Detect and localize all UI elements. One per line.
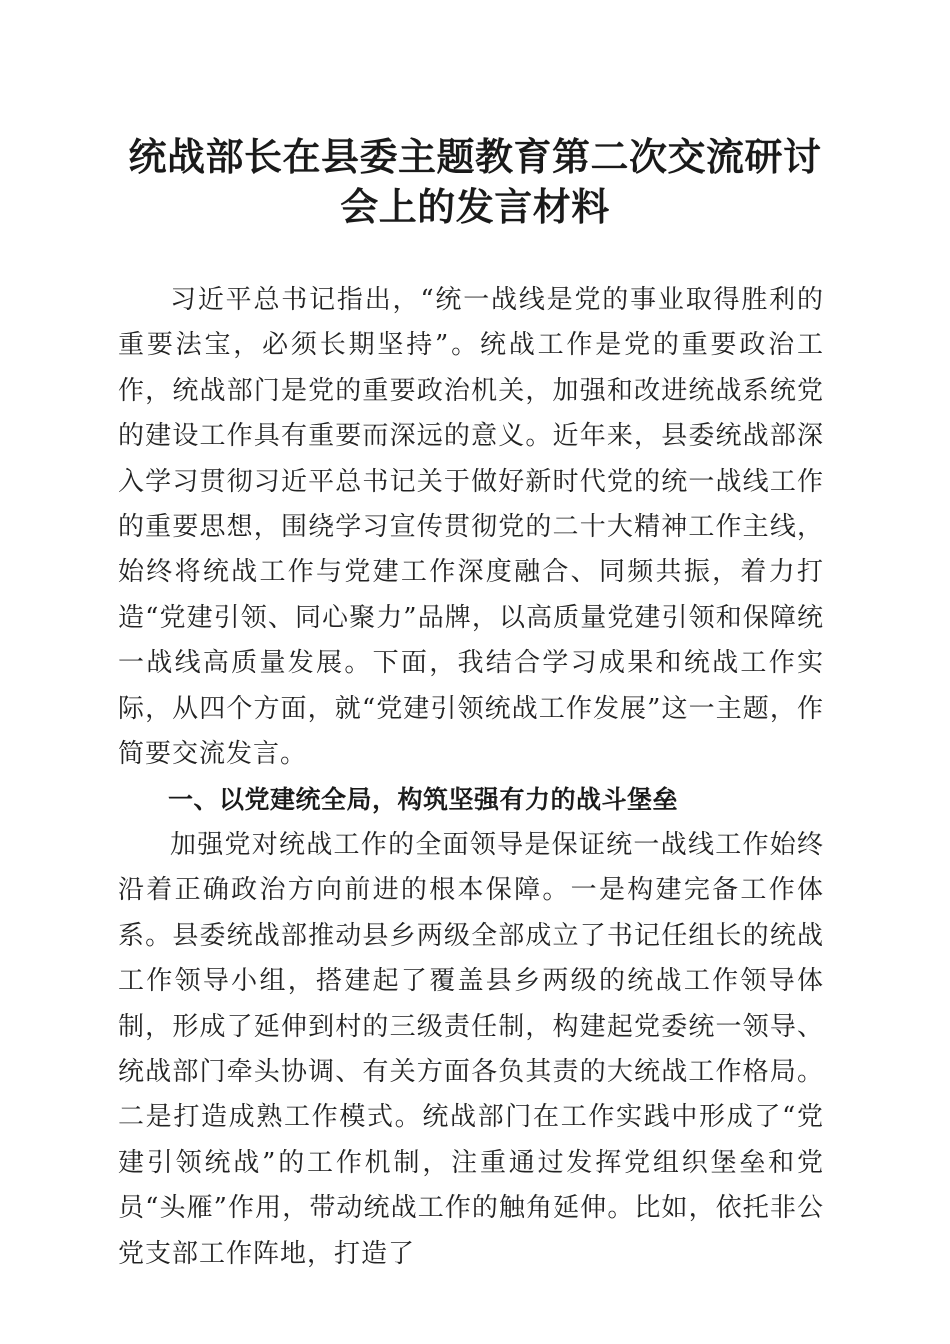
document-title: 统战部长在县委主题教育第二次交流研讨会上的发言材料 [128,134,822,229]
document-body [118,278,824,1277]
intro-paragraph: 习近平总书记指出，“统一战线是党的事业取得胜利的重要法宝，必须长期坚持”。统战工作是党的重要政治工作，统战部门是党的重要政治机关，加强和改进统战系统党的建设工作具有重要而深远的意义。近年来，县委统战部深入学习贯彻习近平总书记关于做好新时代党的统一战线工作的重要思想，围绕学习宣传贯彻党的二十大精神工作主线，始终将统战工作与党建工作深度融合、同频共振，着力打造“党建引领、同心聚力”品牌，以高质量党建引领和保障统一战线高质量发展。下面，我结合学习成果和统战工作实际，从四个方面，就“党建引领统战工作发展”这一主题，作简要交流发言。 [118,285,824,770]
section-heading-1: 一、以党建统全局，构筑坚强有力的战斗堡垒 [168,785,679,815]
section-1-paragraph: 加强党对统战工作的全面领导是保证统一战线工作始终沿着正确政治方向前进的根本保障。一是构建完备工作体系。县委统战部推动县乡两级全部成立了书记任组长的统战工作领导小组，搭建起了覆盖县乡两级的统战工作领导体制，形成了延伸到村的三级责任制，构建起党委统一领导、统战部门牵头协调、有关方面各负其责的大统战工作格局。二是打造成熟工作模式。统战部门在工作实践中形成了“党建引领统战”的工作机制，注重通过发挥党组织堡垒和党员“头雁”作用，带动统战工作的触角延伸。比如，依托非公党支部工作阵地，打造了 [118,829,824,1269]
